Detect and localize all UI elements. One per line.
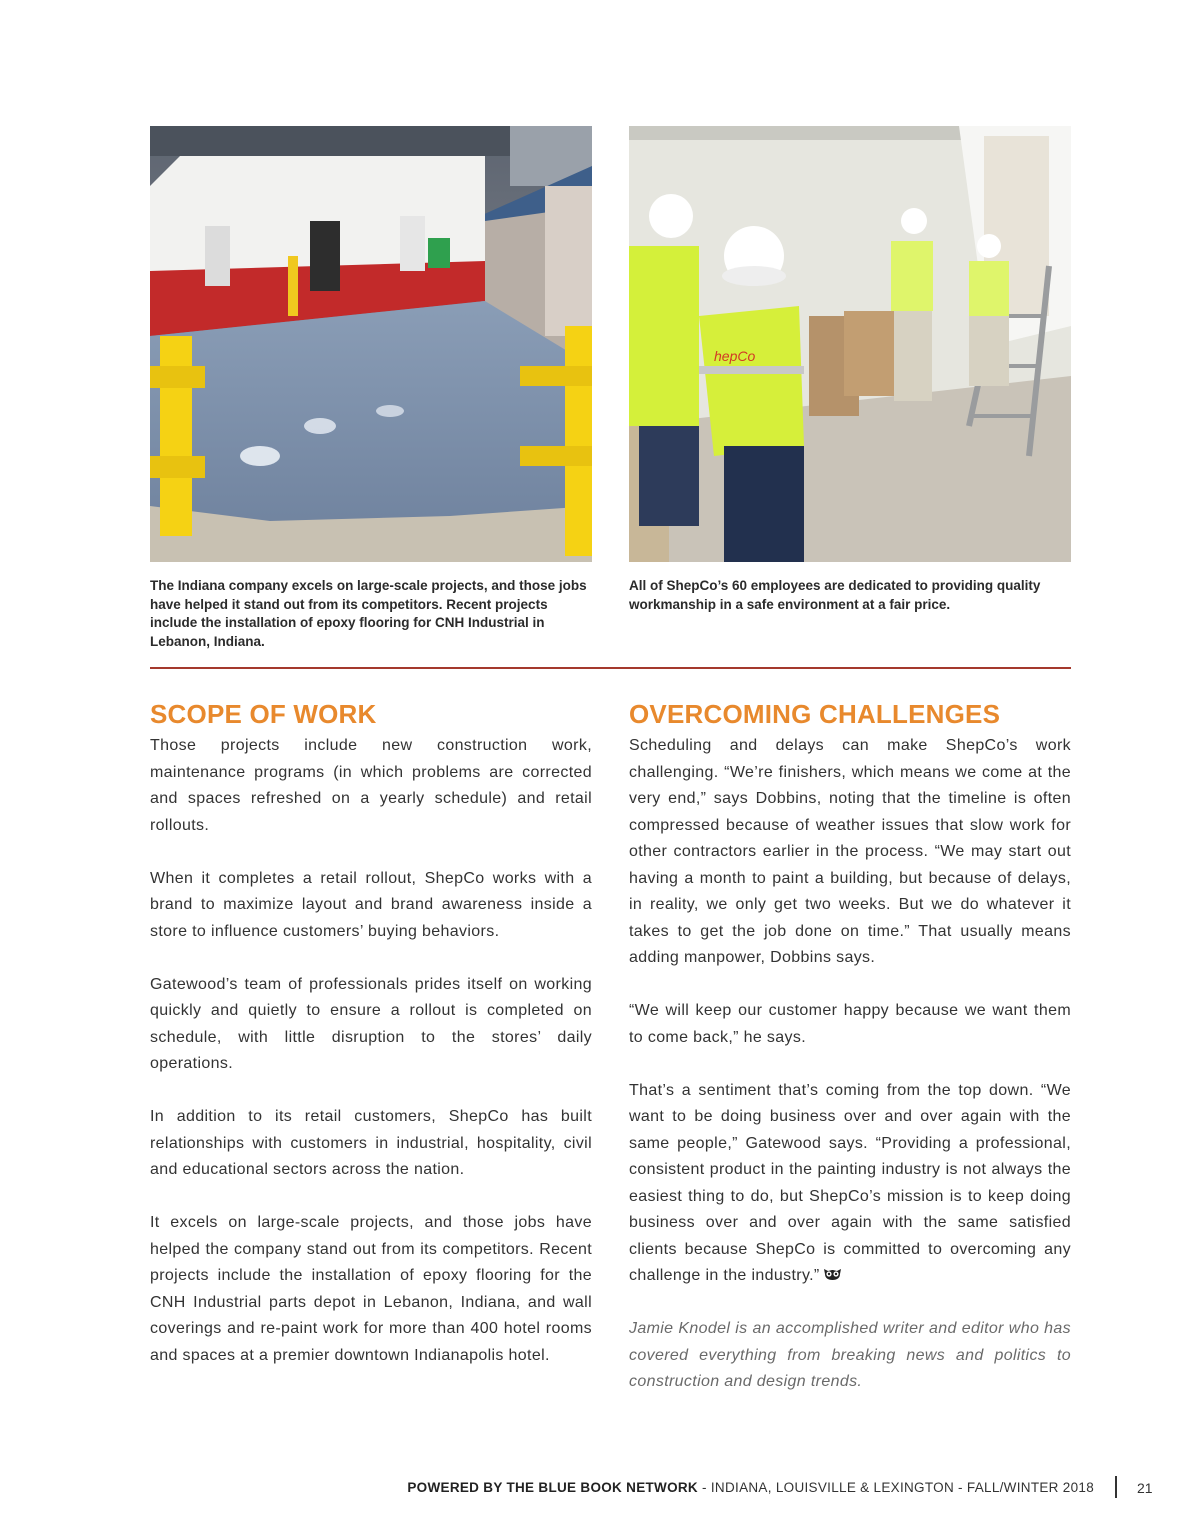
scope-of-work-column xyxy=(150,697,592,1396)
paragraph: It excels on large-scale projects, and those jobs have helped the company stand out from its competitors. Recent projects include the installation of epoxy flooring for the CNH Industrial parts depot in Lebanon, Indiana, and wall coverings and re-paint work for more than 400 hotel rooms and spaces at a premier downtown Indianapolis hotel. xyxy=(150,1214,592,1364)
photo-caption-right: All of ShepCo’s 60 employees are dedicated to providing quality workmanship in a safe environment at a fair price. xyxy=(629,578,1041,612)
section-divider xyxy=(150,667,1071,669)
shepco-crew-photo xyxy=(629,126,1071,562)
paragraph: “We will keep our customer happy because we want them to come back,” he says. xyxy=(629,1002,1071,1046)
author-bio: Jamie Knodel is an accomplished writer and editor who has covered everything from breaking news and politics to construction and design trends. xyxy=(629,1320,1071,1390)
page-footer xyxy=(407,1478,1094,1498)
epoxy-floor-photo xyxy=(150,126,592,562)
footer-edition: - INDIANA, LOUISVILLE & LEXINGTON - FALL/WINTER 2018 xyxy=(697,1480,1094,1495)
section-heading: OVERCOMING CHALLENGES xyxy=(629,699,1001,729)
paragraph: When it completes a retail rollout, ShepCo works with a brand to maximize layout and brand awareness inside a store to influence customers’ buying behaviors. xyxy=(150,869,592,940)
footer-separator xyxy=(1115,1476,1117,1498)
paragraph: Gatewood’s team of professionals prides itself on working quickly and quietly to ensure a rollout is completed on schedule, with little disruption to the stores’ daily operations. xyxy=(150,975,592,1072)
page-number: 21 xyxy=(1137,1480,1153,1496)
section-heading: SCOPE OF WORK xyxy=(150,699,377,729)
paragraph xyxy=(629,1078,1071,1290)
paragraph: Scheduling and delays can make ShepCo’s work challenging. “We’re finishers, which means we come at the very end,” says Dobbins, noting that the timeline is often compressed because of weather issues that slow work for other contractors earlier in the process. “We may start out having a month to paint a building, but because of delays, in reality, we only get two weeks. But we do whatever it takes to get the job done on time.” That usually means adding manpower, Dobbins says. xyxy=(629,737,1071,966)
paragraph: Those projects include new construction work, maintenance programs (in which problems are corrected and spaces refreshed on a yearly schedule) and retail rollouts. xyxy=(150,737,592,834)
overcoming-challenges-column xyxy=(629,697,1071,1422)
paragraph-text: That’s a sentiment that’s coming from the top down. “We want to be doing business over and over again with the same people,” Gatewood says. “Providing a professional, consistent product in the painting industry is not always the easiest thing to do, but ShepCo’s mission is to keep doing business over and over again with the same satisfied clients because ShepCo is committed to overcoming any challenge in the industry.” xyxy=(629,1081,1071,1284)
vest-logo-text: hepCo xyxy=(714,348,756,364)
footer-brand: POWERED BY THE BLUE BOOK NETWORK xyxy=(407,1480,698,1495)
owl-end-mark-icon xyxy=(823,1267,842,1281)
paragraph: In addition to its retail customers, ShepCo has built relationships with customers in industrial, hospitality, civil and educational sectors across the nation. xyxy=(150,1108,592,1178)
photo-caption-left: The Indiana company excels on large-scale projects, and those jobs have helped it stand out from its competitors. Recent projects include the installation of epoxy flooring for CNH Industrial in Lebanon, Indiana. xyxy=(150,578,587,649)
